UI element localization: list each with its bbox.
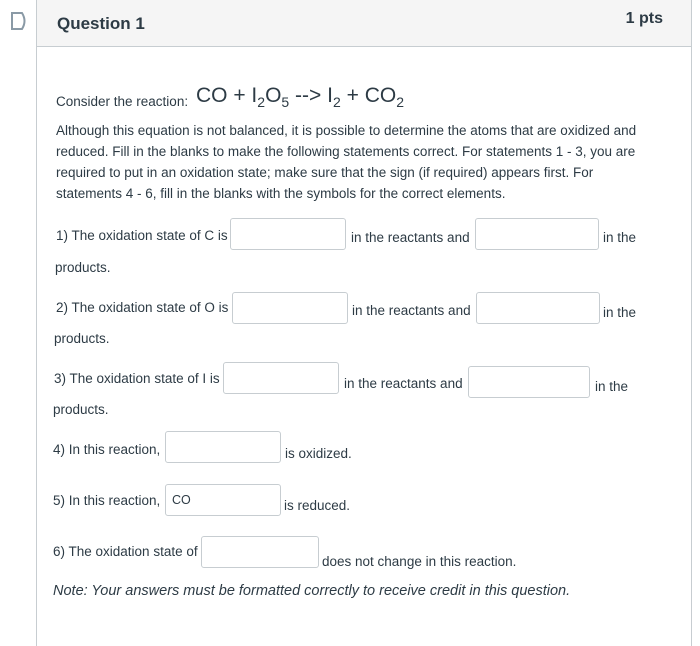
- statement-1-prefix: 1) The oxidation state of C is: [56, 228, 228, 243]
- statement-3-end: products.: [53, 402, 109, 417]
- statement-3-middle: in the reactants and: [344, 376, 463, 391]
- statement-1-suffix: in the: [603, 230, 637, 245]
- statement-1-end: products.: [55, 260, 111, 275]
- statement-4-suffix: is oxidized.: [285, 446, 352, 461]
- statement-3-suffix: in the: [595, 379, 629, 394]
- s3-reactant-blank[interactable]: [223, 362, 339, 394]
- statement-6-prefix: 6) The oxidation state of: [53, 544, 198, 559]
- instructions-text: Although this equation is not balanced, it is possible to determine the atoms that are oxidized and reduced. Fill in the blanks to make the following statements correct. For statements 1 - 3, you are required to put in an oxidation state; make sure that the sign (if required) appears first. For statements 4 - 6, fill in the blanks with the symbols for the correct elements.: [56, 123, 637, 201]
- question-header: [36, 0, 692, 47]
- statement-2-middle: in the reactants and: [352, 303, 471, 318]
- statement-5-suffix: is reduced.: [284, 498, 351, 513]
- reaction-label: Consider the reaction:: [56, 94, 189, 109]
- statement-2-suffix: in the: [603, 305, 637, 320]
- reaction-equation: CO + $I_2O_5$ --> $I_2 + CO_2$: [196, 84, 405, 111]
- question-title: Question 1: [57, 14, 145, 33]
- s4-oxidized-blank[interactable]: [165, 431, 281, 463]
- s5-reduced-blank[interactable]: [165, 484, 281, 516]
- statement-2-prefix: 2) The oxidation state of O is: [56, 300, 229, 315]
- flag-question-icon[interactable]: [8, 10, 30, 32]
- statement-3-prefix: 3) The oxidation state of I is: [54, 371, 220, 386]
- statement-2-end: products.: [54, 331, 110, 346]
- s1-reactant-blank[interactable]: [230, 218, 346, 250]
- statement-6-suffix: does not change in this reaction.: [322, 554, 517, 569]
- formatting-note: Note: Your answers must be formatted correctly to receive credit in this question.: [53, 583, 571, 599]
- statement-4-prefix: 4) In this reaction,: [53, 442, 161, 457]
- s2-reactant-blank[interactable]: [232, 292, 348, 324]
- s3-product-blank[interactable]: [468, 366, 590, 398]
- question-points: 1 pts: [625, 10, 663, 27]
- statement-1-middle: in the reactants and: [351, 230, 470, 245]
- statement-5-prefix: 5) In this reaction,: [53, 493, 161, 508]
- s2-product-blank[interactable]: [476, 292, 600, 324]
- s1-product-blank[interactable]: [475, 218, 599, 250]
- s6-unchanged-blank[interactable]: [201, 536, 319, 568]
